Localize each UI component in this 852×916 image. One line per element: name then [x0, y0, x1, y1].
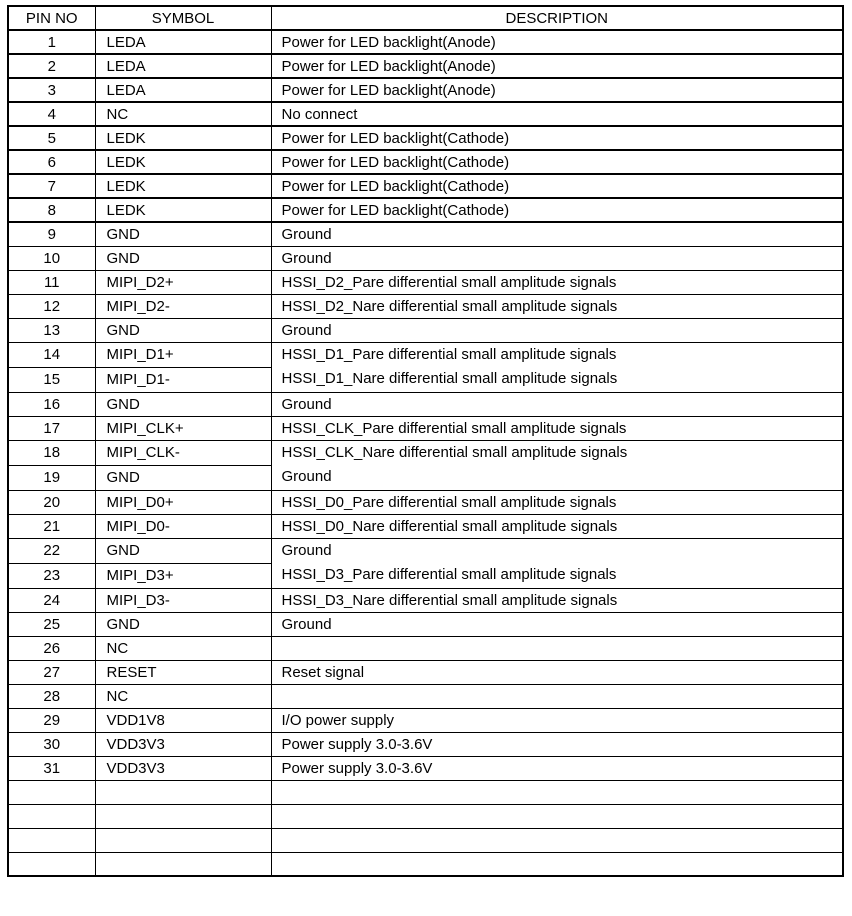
description-line: Ground — [281, 468, 332, 485]
description-cell: HSSI_D0_Nare differential small amplitude signals — [271, 514, 843, 538]
pin-cell: 14 — [8, 342, 95, 367]
table-row — [8, 78, 843, 102]
description-line: HSSI_D1_Pare differential small amplitude signals — [281, 345, 617, 363]
description-cell: Ground — [271, 318, 843, 342]
table-row — [8, 732, 843, 756]
table-row — [8, 392, 843, 416]
table-row — [8, 102, 843, 126]
pin-cell: 8 — [8, 198, 95, 222]
empty-row — [8, 780, 843, 804]
description-cell: Power for LED backlight(Cathode) — [271, 174, 843, 198]
description-cell: Ground — [271, 612, 843, 636]
pin-cell: 1 — [8, 30, 95, 54]
description-line: HSSI_CLK_Nare differential small amplitude signals — [281, 443, 628, 461]
column-header-description: DESCRIPTION — [271, 6, 843, 30]
symbol-cell: LEDA — [95, 30, 271, 54]
symbol-cell: GND — [95, 318, 271, 342]
symbol-cell: MIPI_D0- — [95, 514, 271, 538]
description-cell: HSSI_D3_Nare differential small amplitude signals — [271, 588, 843, 612]
pin-cell: 4 — [8, 102, 95, 126]
symbol-cell: MIPI_D1- — [95, 367, 271, 392]
table-row — [8, 126, 843, 150]
pin-assignment-table — [7, 5, 844, 877]
pin-cell — [8, 804, 95, 828]
table-row — [8, 636, 843, 660]
pin-cell: 15 — [8, 367, 95, 392]
pin-cell: 19 — [8, 465, 95, 490]
description-line: HSSI_D3_Pare differential small amplitude signals — [281, 566, 617, 583]
pin-cell: 29 — [8, 708, 95, 732]
description-cell — [271, 342, 843, 392]
description-cell: Ground — [271, 392, 843, 416]
description-cell: HSSI_D2_Pare differential small amplitude signals — [271, 270, 843, 294]
pin-cell: 27 — [8, 660, 95, 684]
description-cell: Ground — [271, 246, 843, 270]
pin-cell: 22 — [8, 538, 95, 563]
symbol-cell: MIPI_D1+ — [95, 342, 271, 367]
pin-cell — [8, 852, 95, 876]
table-row — [8, 30, 843, 54]
pin-cell: 24 — [8, 588, 95, 612]
symbol-cell: MIPI_D2- — [95, 294, 271, 318]
description-cell: Ground — [271, 222, 843, 246]
pin-cell: 31 — [8, 756, 95, 780]
pin-cell — [8, 780, 95, 804]
description-cell: HSSI_CLK_Pare differential small amplitude signals — [271, 416, 843, 440]
table-row — [8, 490, 843, 514]
symbol-cell: GND — [95, 612, 271, 636]
symbol-cell: GND — [95, 392, 271, 416]
table-row — [8, 708, 843, 732]
pin-cell: 3 — [8, 78, 95, 102]
symbol-cell: GND — [95, 222, 271, 246]
description-cell: HSSI_D0_Pare differential small amplitude signals — [271, 490, 843, 514]
empty-row — [8, 804, 843, 828]
description-cell: I/O power supply — [271, 708, 843, 732]
pin-cell: 30 — [8, 732, 95, 756]
column-header-symbol: SYMBOL — [95, 6, 271, 30]
empty-row — [8, 828, 843, 852]
symbol-cell: MIPI_D3+ — [95, 563, 271, 588]
symbol-cell: GND — [95, 465, 271, 490]
table-row — [8, 660, 843, 684]
table-row — [8, 294, 843, 318]
table-row — [8, 588, 843, 612]
table-row — [8, 174, 843, 198]
pin-cell: 6 — [8, 150, 95, 174]
column-header-pin-no: PIN NO — [8, 6, 95, 30]
table-row — [8, 342, 843, 367]
symbol-cell: VDD3V3 — [95, 732, 271, 756]
pin-cell: 18 — [8, 440, 95, 465]
symbol-cell — [95, 780, 271, 804]
description-cell — [271, 828, 843, 852]
pin-cell: 11 — [8, 270, 95, 294]
description-cell: No connect — [271, 102, 843, 126]
symbol-cell: MIPI_D3- — [95, 588, 271, 612]
pin-cell: 21 — [8, 514, 95, 538]
pin-cell: 20 — [8, 490, 95, 514]
pin-cell: 26 — [8, 636, 95, 660]
description-cell: Power for LED backlight(Anode) — [271, 78, 843, 102]
symbol-cell: VDD3V3 — [95, 756, 271, 780]
symbol-cell: LEDK — [95, 198, 271, 222]
symbol-cell: GND — [95, 538, 271, 563]
description-cell: Power supply 3.0-3.6V — [271, 732, 843, 756]
pin-cell: 25 — [8, 612, 95, 636]
pin-cell: 5 — [8, 126, 95, 150]
pin-cell: 16 — [8, 392, 95, 416]
symbol-cell: NC — [95, 102, 271, 126]
table-row — [8, 246, 843, 270]
pin-cell: 13 — [8, 318, 95, 342]
description-cell: Power for LED backlight(Cathode) — [271, 126, 843, 150]
description-cell — [271, 538, 843, 588]
pin-cell — [8, 828, 95, 852]
pin-cell: 9 — [8, 222, 95, 246]
symbol-cell: NC — [95, 684, 271, 708]
table-row — [8, 440, 843, 465]
description-cell — [271, 852, 843, 876]
pin-cell: 28 — [8, 684, 95, 708]
table-row — [8, 756, 843, 780]
description-line: Ground — [281, 541, 332, 559]
table-row — [8, 538, 843, 563]
symbol-cell: MIPI_D2+ — [95, 270, 271, 294]
description-cell: HSSI_D2_Nare differential small amplitude signals — [271, 294, 843, 318]
description-cell: Power supply 3.0-3.6V — [271, 756, 843, 780]
table-row — [8, 54, 843, 78]
symbol-cell: RESET — [95, 660, 271, 684]
table-row — [8, 416, 843, 440]
symbol-cell: LEDK — [95, 150, 271, 174]
table-row — [8, 150, 843, 174]
table-row — [8, 198, 843, 222]
pin-cell: 10 — [8, 246, 95, 270]
description-cell — [271, 684, 843, 708]
description-cell: Reset signal — [271, 660, 843, 684]
symbol-cell: LEDK — [95, 126, 271, 150]
description-cell — [271, 440, 843, 490]
symbol-cell: MIPI_CLK- — [95, 440, 271, 465]
pin-cell: 12 — [8, 294, 95, 318]
symbol-cell — [95, 828, 271, 852]
description-cell — [271, 804, 843, 828]
table-row — [8, 514, 843, 538]
symbol-cell: GND — [95, 246, 271, 270]
empty-row — [8, 852, 843, 876]
symbol-cell: MIPI_D0+ — [95, 490, 271, 514]
table-row — [8, 684, 843, 708]
table-row — [8, 270, 843, 294]
symbol-cell: LEDA — [95, 54, 271, 78]
description-cell: Power for LED backlight(Anode) — [271, 54, 843, 78]
symbol-cell: LEDA — [95, 78, 271, 102]
description-line: HSSI_D1_Nare differential small amplitude signals — [281, 370, 618, 387]
symbol-cell: NC — [95, 636, 271, 660]
symbol-cell — [95, 852, 271, 876]
pin-cell: 23 — [8, 563, 95, 588]
description-cell: Power for LED backlight(Anode) — [271, 30, 843, 54]
symbol-cell: MIPI_CLK+ — [95, 416, 271, 440]
table-row — [8, 318, 843, 342]
symbol-cell: VDD1V8 — [95, 708, 271, 732]
description-cell — [271, 780, 843, 804]
symbol-cell — [95, 804, 271, 828]
symbol-cell: LEDK — [95, 174, 271, 198]
table-row — [8, 222, 843, 246]
pin-cell: 2 — [8, 54, 95, 78]
description-cell — [271, 636, 843, 660]
description-cell: Power for LED backlight(Cathode) — [271, 198, 843, 222]
description-cell: Power for LED backlight(Cathode) — [271, 150, 843, 174]
header-row — [8, 6, 843, 30]
pin-cell: 7 — [8, 174, 95, 198]
pin-cell: 17 — [8, 416, 95, 440]
table-row — [8, 612, 843, 636]
